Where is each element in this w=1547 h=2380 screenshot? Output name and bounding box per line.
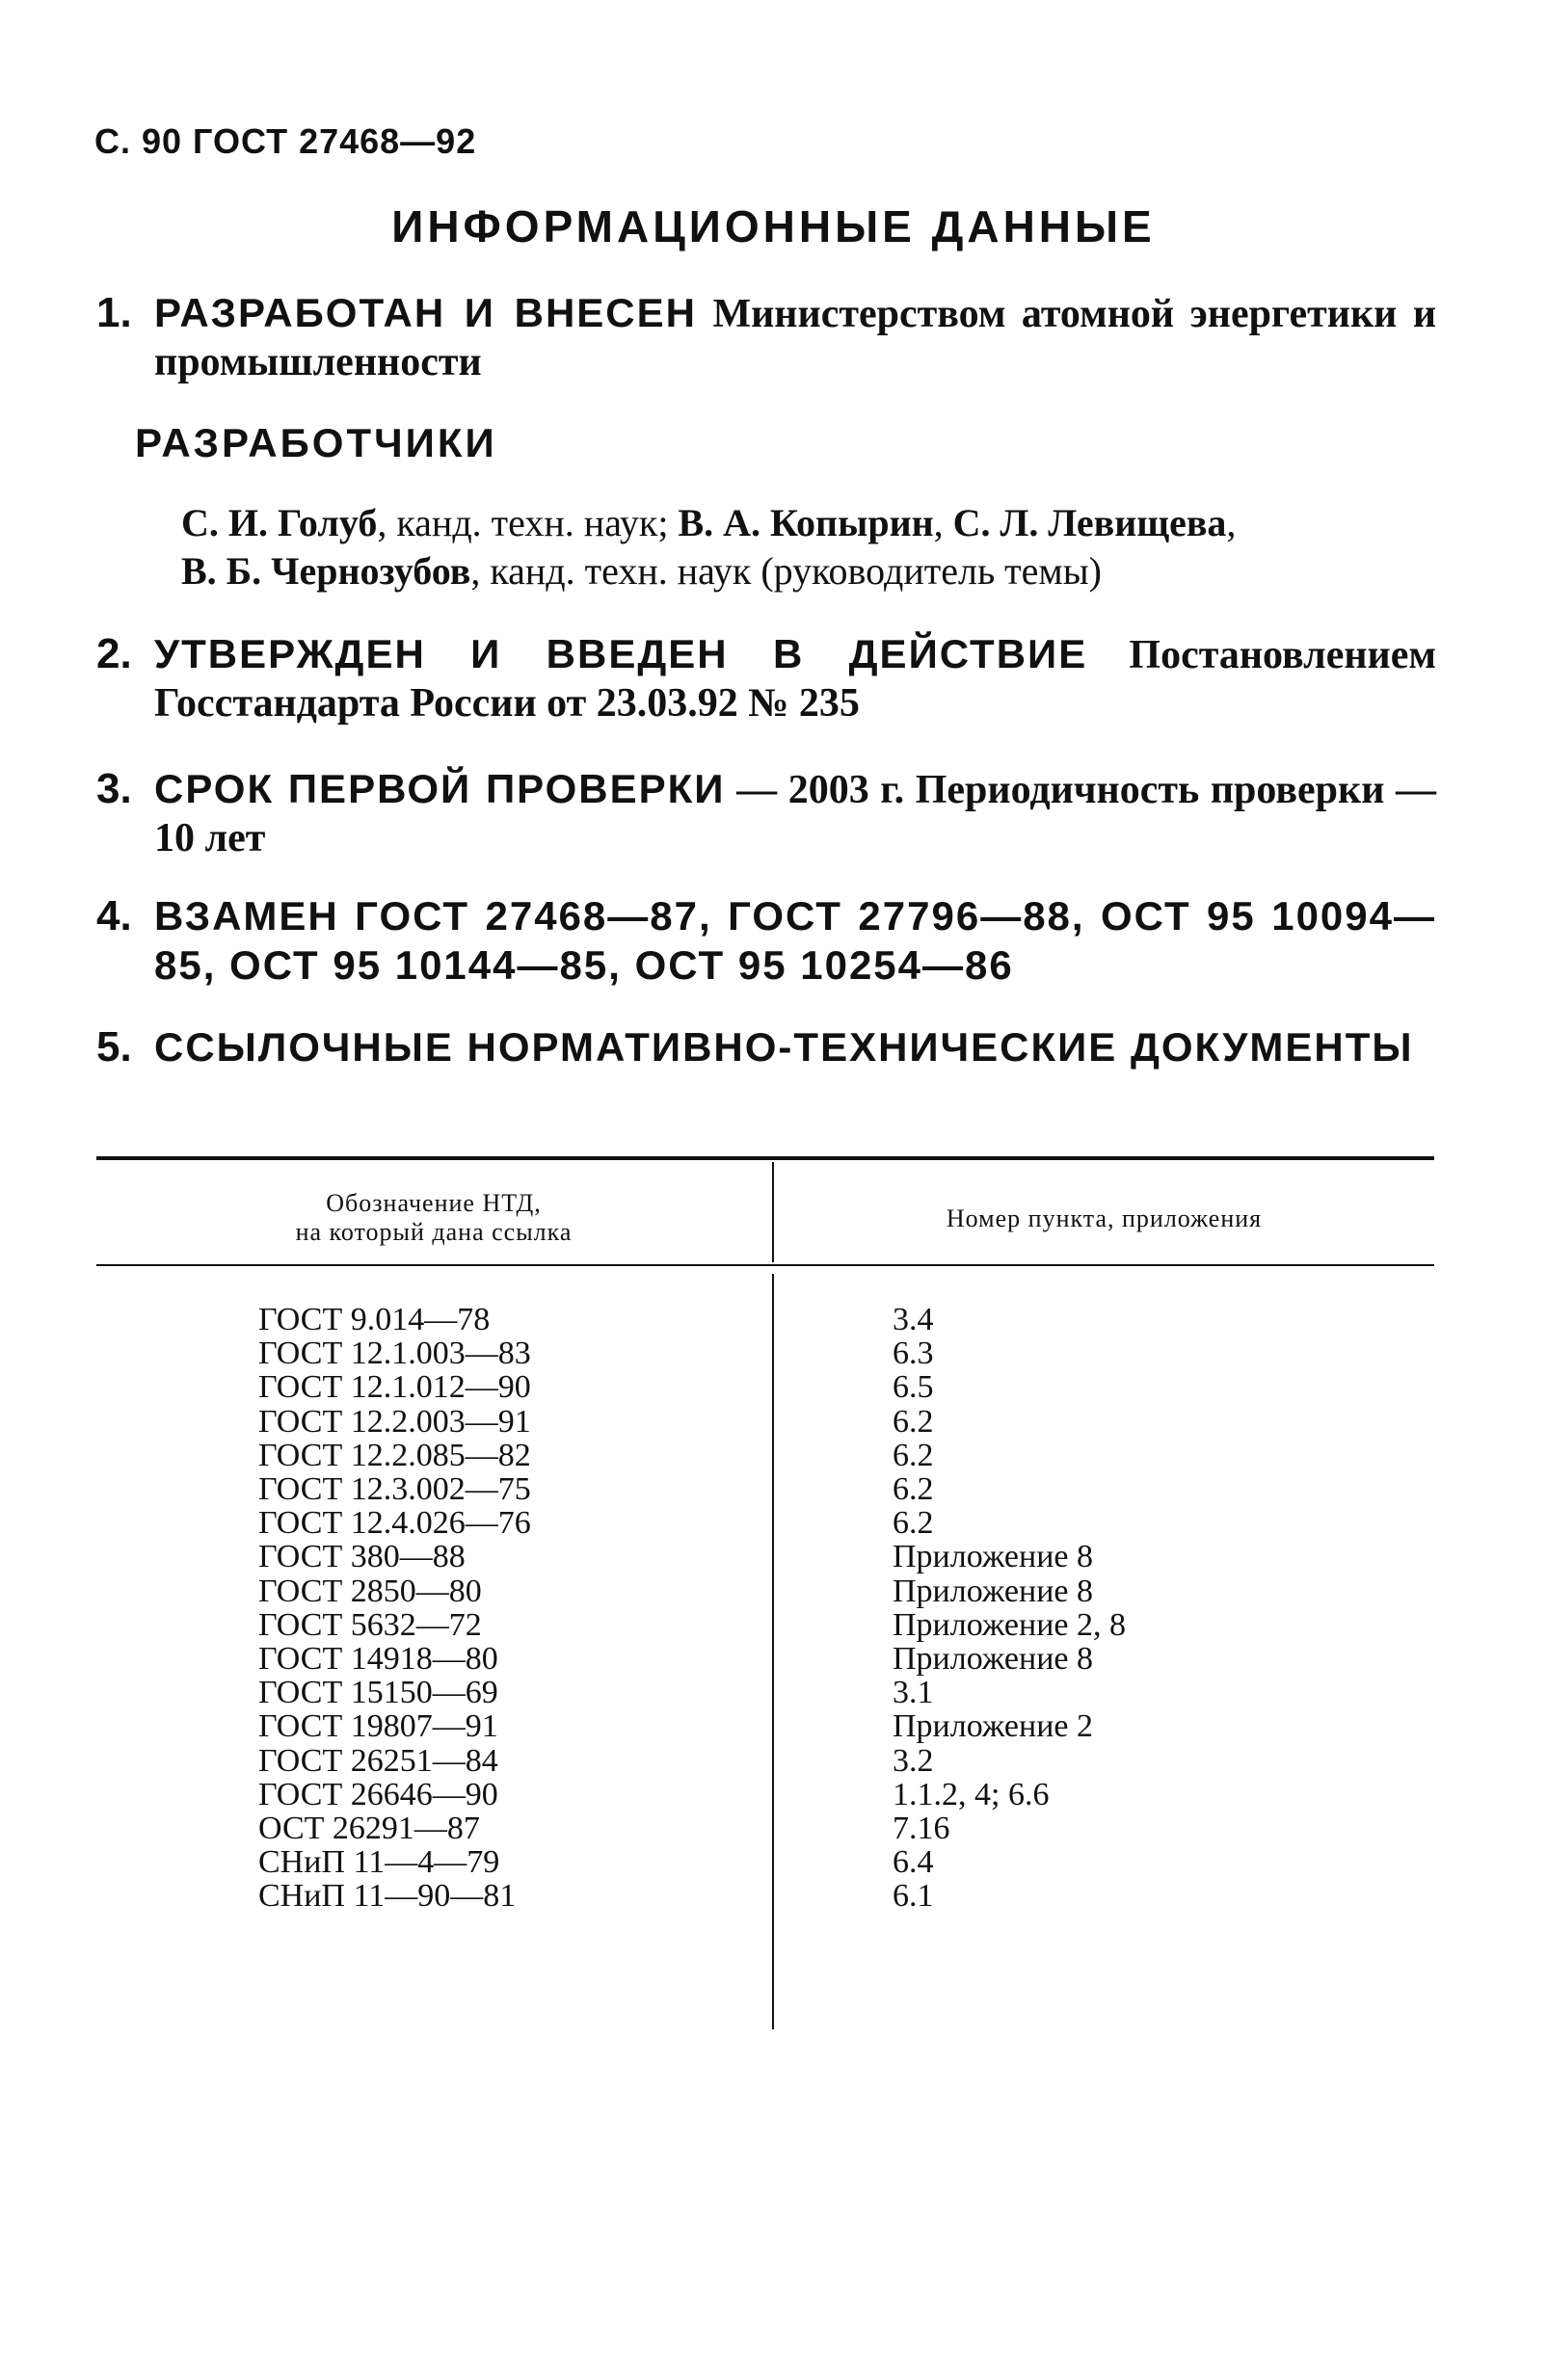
table-cell-designation: ГОСТ 12.4.026—76 (258, 1505, 531, 1542)
table-cell-reference: Приложение 8 (893, 1539, 1093, 1575)
header-line: Обозначение НТД, (326, 1189, 542, 1217)
developer-note: , канд. техн. наук; (377, 501, 679, 544)
item-heading: СРОК ПЕРВОЙ ПРОВЕРКИ (154, 766, 726, 811)
table-cell-reference: 1.1.2, 4; 6.6 (893, 1776, 1050, 1812)
table-cell-reference: 6.3 (893, 1335, 934, 1372)
developer-name: С. Л. Левищева (952, 501, 1227, 544)
page-header: С. 90 ГОСТ 27468—92 (94, 121, 477, 161)
table-cell-designation: ГОСТ 380—88 (258, 1539, 466, 1575)
table-cell-designation: ГОСТ 12.1.003—83 (258, 1335, 531, 1372)
table-cell-reference: 6.5 (893, 1369, 934, 1406)
page-title: ИНФОРМАЦИОННЫЕ ДАННЫЕ (391, 201, 1156, 251)
item-number: 3. (96, 765, 132, 812)
table-header-rule (96, 1264, 1434, 1266)
table-cell-reference: 6.4 (893, 1844, 934, 1881)
table-column-divider (772, 1274, 774, 2029)
item-heading: ВЗАМЕН ГОСТ 27468—87, ГОСТ 27796—88, ОСТ 95 10094—85, ОСТ 95 10144—85, ОСТ 95 10254—86 (154, 893, 1436, 988)
table-cell-designation: ГОСТ 26251—84 (258, 1742, 498, 1779)
item-heading: РАЗРАБОТАН И ВНЕСЕН (154, 290, 697, 335)
developer-note: , (933, 501, 953, 544)
developer-note: , канд. техн. наук (руководитель темы) (470, 549, 1102, 593)
table-cell-reference: 6.2 (893, 1437, 934, 1473)
header-line: на который дана ссылка (295, 1218, 573, 1246)
item-body: Министерством атомной энергетики и промышленности (154, 292, 1437, 384)
table-column-designation (258, 1303, 760, 1914)
table-header-designation (96, 1189, 771, 1247)
table-column-reference (893, 1303, 1413, 1914)
developers-heading: РАЗРАБОТЧИКИ (135, 420, 497, 465)
item-text (154, 630, 1436, 727)
table-cell-designation: ГОСТ 9.014—78 (258, 1302, 491, 1337)
table-top-rule (96, 1156, 1434, 1160)
item-text (154, 289, 1436, 386)
table-cell-designation: ГОСТ 12.2.085—82 (258, 1437, 531, 1473)
item-number: 1. (96, 289, 132, 336)
developer-name: В. Б. Чернозубов (181, 549, 471, 593)
item-number: 2. (96, 630, 132, 677)
item-body: — 2003 г. Периодичность проверки — 10 лет (154, 768, 1437, 860)
item-5 (96, 1023, 1436, 1072)
item-2 (96, 630, 1436, 727)
table-cell-designation: СНиП 11—90—81 (258, 1878, 517, 1915)
item-1 (96, 289, 1436, 386)
table-cell-reference: Приложение 2 (893, 1708, 1093, 1745)
item-number: 5. (96, 1023, 132, 1071)
item-3 (96, 765, 1436, 862)
table-cell-designation: ГОСТ 2850—80 (258, 1573, 482, 1609)
item-text (154, 892, 1436, 991)
table-cell-designation: ГОСТ 5632—72 (258, 1606, 482, 1643)
table-cell-designation: ГОСТ 12.1.012—90 (258, 1369, 531, 1406)
table-cell-reference: 3.1 (893, 1675, 934, 1711)
item-body: Постановлением Госстандарта России от 23.03.92 № 235 (154, 633, 1436, 726)
item-number: 4. (96, 892, 132, 939)
developer-note: , (1226, 501, 1237, 544)
table-cell-designation: ГОСТ 12.3.002—75 (258, 1471, 531, 1508)
table-cell-reference: 6.1 (893, 1878, 934, 1915)
table-cell-reference: 3.4 (893, 1302, 934, 1337)
table-cell-reference: 6.2 (893, 1505, 934, 1542)
table-cell-reference: 6.2 (893, 1471, 934, 1508)
table-cell-designation: СНиП 11—4—79 (258, 1844, 500, 1881)
table-cell-reference: 6.2 (893, 1403, 934, 1440)
developer-name: С. И. Голуб (181, 501, 378, 544)
table-cell-designation: ОСТ 26291—87 (258, 1811, 480, 1847)
item-4 (96, 892, 1436, 991)
item-text (154, 1023, 1436, 1072)
item-heading: ССЫЛОЧНЫЕ НОРМАТИВНО-ТЕХНИЧЕСКИЕ ДОКУМЕНТЫ (154, 1024, 1414, 1070)
item-heading: УТВЕРЖДЕН И ВВЕДЕН В ДЕЙСТВИЕ (154, 631, 1088, 676)
table-header-reference: Номер пункта, приложения (946, 1204, 1263, 1232)
developers-list (181, 499, 1434, 595)
table-cell-reference: 3.2 (893, 1742, 934, 1779)
table-cell-reference: Приложение 2, 8 (893, 1606, 1126, 1643)
table-cell-designation: ГОСТ 15150—69 (258, 1675, 498, 1711)
table-cell-reference: Приложение 8 (893, 1573, 1093, 1609)
table-cell-reference: Приложение 8 (893, 1641, 1093, 1678)
developer-name: В. А. Копырин (678, 501, 934, 544)
table-cell-reference: 7.16 (893, 1811, 950, 1847)
item-text (154, 765, 1436, 862)
table-cell-designation: ГОСТ 12.2.003—91 (258, 1403, 531, 1440)
table-cell-designation: ГОСТ 14918—80 (258, 1641, 498, 1678)
table-cell-designation: ГОСТ 19807—91 (258, 1708, 498, 1745)
table-cell-designation: ГОСТ 26646—90 (258, 1776, 498, 1812)
